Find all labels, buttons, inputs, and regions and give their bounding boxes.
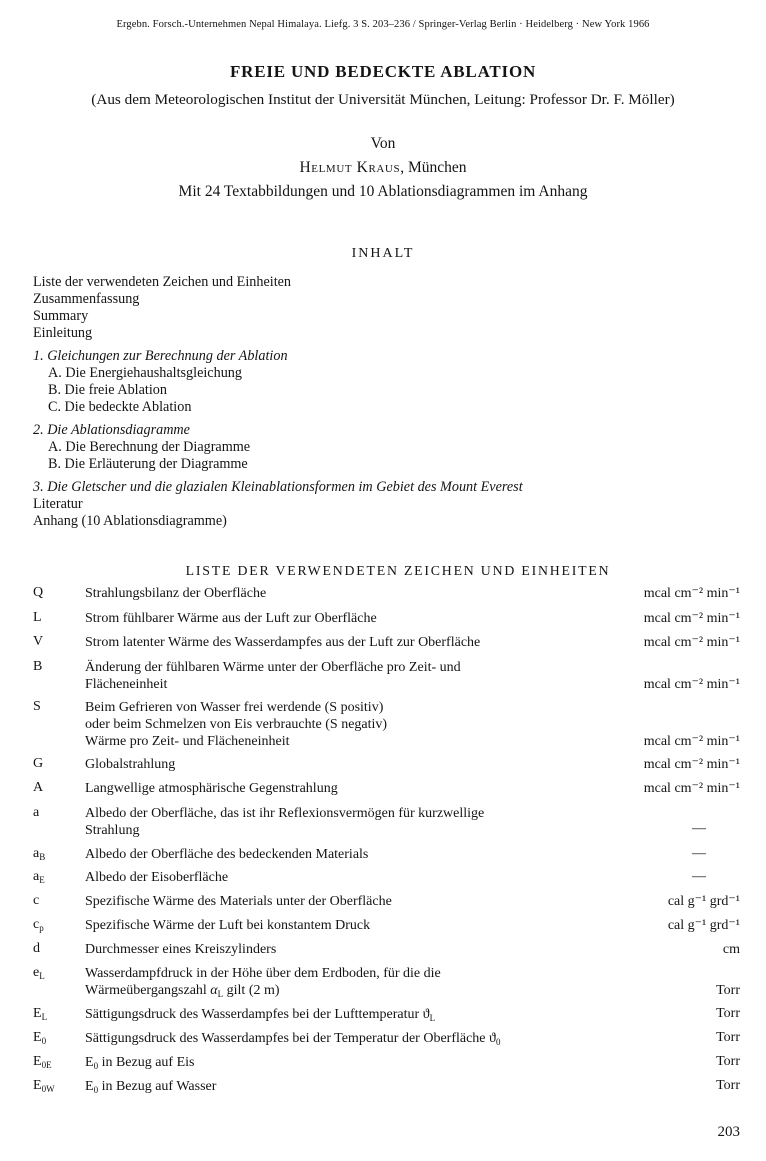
symbol-unit: mcal cm⁻² min⁻¹: [643, 611, 740, 626]
toc-item: B. Die Erläuterung der Diagramme: [48, 456, 248, 472]
author-name: Helmut Kraus: [299, 159, 401, 176]
article-title: FREIE UND BEDECKTE ABLATION: [229, 62, 537, 81]
symbol: V: [33, 634, 44, 649]
symbol-unit: mcal cm⁻² min⁻¹: [643, 757, 740, 772]
description-line: Flächeneinheit: [85, 677, 168, 692]
symbol-description: Strahlungsbilanz der Oberfläche: [85, 586, 267, 601]
toc-item: B. Die freie Ablation: [48, 382, 167, 398]
symbol: $E_L$: [33, 1006, 48, 1022]
symbol-unit: Torr: [716, 1078, 740, 1093]
symbol: a: [33, 805, 40, 820]
symbol-unit: mcal cm⁻² min⁻¹: [643, 586, 740, 601]
symbol: $E_{0W}$: [33, 1078, 55, 1094]
figures-note: Mit 24 Textabbildungen und 10 Ablationsdiagrammen im Anhang: [178, 183, 588, 200]
toc-item: Einleitung: [33, 325, 93, 341]
symbol: L: [33, 610, 42, 625]
symbol-description: Strom fühlbarer Wärme aus der Luft zur Oberfläche: [85, 611, 377, 626]
description-line: Wärme pro Zeit- und Flächeneinheit: [85, 734, 290, 749]
symbol: d: [33, 941, 40, 956]
symbol: G: [33, 756, 44, 771]
symbol-description: Albedo der Eisoberfläche: [85, 870, 229, 885]
symbol: $E_{0E}$: [33, 1054, 52, 1070]
toc-item: A. Die Energiehaushaltsgleichung: [48, 365, 242, 381]
symbol-description: $E_0$ in Bezug auf Eis: [85, 1055, 195, 1071]
symbol-unit: Torr: [716, 1030, 740, 1045]
symbol-description: [85, 805, 615, 839]
running-header: Ergebn. Forsch.-Unternehmen Nepal Himalaya. Liefg. 3 S. 203–236 / Springer-Verlag Berlin · Heidelberg · New York 1966: [116, 19, 650, 30]
description-line: Beim Gefrieren von Wasser frei werdende (S positiv): [85, 700, 384, 715]
page-number: 203: [717, 1124, 740, 1140]
symbol-unit: cal g⁻¹ grd⁻¹: [667, 918, 740, 933]
description-line: Änderung der fühlbaren Wärme unter der Oberfläche pro Zeit- und: [85, 660, 461, 675]
symbol-unit: —: [692, 869, 706, 884]
symbol-description: Sättigungsdruck des Wasserdampfes bei der Temperatur der Oberfläche $ϑ_0$: [85, 1031, 501, 1047]
symbol: Q: [33, 585, 44, 600]
symbol-description: [85, 965, 615, 999]
symbol-description: Globalstrahlung: [85, 757, 176, 772]
toc-item: Anhang (10 Ablationsdiagramme): [33, 513, 227, 529]
symbol: B: [33, 659, 43, 674]
description-line: oder beim Schmelzen von Eis verbrauchte (S negativ): [85, 717, 388, 732]
symbol-unit: —: [692, 821, 706, 836]
symbol-unit: mcal cm⁻² min⁻¹: [643, 734, 740, 749]
symbol-unit: Torr: [716, 983, 740, 998]
symbol-description: Langwellige atmosphärische Gegenstrahlung: [85, 781, 338, 796]
author-city: , München: [400, 159, 467, 176]
symbol: c: [33, 893, 40, 908]
article-affiliation: (Aus dem Meteorologischen Institut der Universität München, Leitung: Professor Dr. F. Möller): [91, 91, 675, 108]
symbol-description: [85, 659, 615, 693]
symbol-unit: Torr: [716, 1006, 740, 1021]
symbol-unit: mcal cm⁻² min⁻¹: [643, 635, 740, 650]
symbol: $a_E$: [33, 869, 45, 885]
symbol-unit: mcal cm⁻² min⁻¹: [643, 781, 740, 796]
description-line: Albedo der Oberfläche, das ist ihr Reflexionsvermögen für kurzwellige: [85, 806, 485, 821]
symbol-description: Spezifische Wärme des Materials unter der Oberfläche: [85, 894, 392, 909]
symbol-description: $E_0$ in Bezug auf Wasser: [85, 1079, 217, 1095]
symbol: $c_p$: [33, 917, 44, 933]
symbol-description: Spezifische Wärme der Luft bei konstantem Druck: [85, 918, 371, 933]
symbol-unit: cm: [722, 942, 740, 957]
contents-heading: INHALT: [351, 246, 415, 261]
description-line: Wärmeübergangszahl $\alpha_L$ gilt (2 m): [85, 983, 280, 999]
symbol: $E_0$: [33, 1030, 47, 1046]
symbol-unit: mcal cm⁻² min⁻¹: [643, 677, 740, 692]
toc-item: Summary: [33, 308, 89, 324]
byline-von: Von: [370, 135, 396, 152]
symbol-description: Strom latenter Wärme des Wasserdampfes aus der Luft zur Oberfläche: [85, 635, 481, 650]
symbol: S: [33, 699, 41, 714]
symbol: $e_L$: [33, 965, 45, 981]
symbol-description: Sättigungsdruck des Wasserdampfes bei der Lufttemperatur $ϑ_L$: [85, 1007, 436, 1023]
toc-item: Zusammenfassung: [33, 291, 140, 307]
toc-item: C. Die bedeckte Ablation: [48, 399, 192, 415]
symbol-unit: cal g⁻¹ grd⁻¹: [667, 894, 740, 909]
symbol: A: [33, 780, 44, 795]
toc-section-3: 3. Die Gletscher und die glazialen Kleinablationsformen im Gebiet des Mount Everest: [33, 479, 523, 495]
description-line: Strahlung: [85, 823, 140, 838]
symbol-unit: Torr: [716, 1054, 740, 1069]
symbol-description: Albedo der Oberfläche des bedeckenden Materials: [85, 847, 369, 862]
symbol: $a_B$: [33, 846, 46, 862]
symbol-unit: —: [692, 846, 706, 861]
symbol-description: [85, 699, 615, 750]
symbols-heading: LISTE DER VERWENDETEN ZEICHEN UND EINHEITEN: [185, 563, 611, 578]
toc-item: Literatur: [33, 496, 83, 512]
symbol-description: Durchmesser eines Kreiszylinders: [85, 942, 277, 957]
toc-item: A. Die Berechnung der Diagramme: [48, 439, 251, 455]
toc-section-1: 1. Gleichungen zur Berechnung der Ablation: [33, 348, 288, 364]
toc-item: Liste der verwendeten Zeichen und Einheiten: [33, 274, 292, 290]
toc-section-2: 2. Die Ablationsdiagramme: [33, 422, 190, 438]
description-line: Wasserdampfdruck in der Höhe über dem Erdboden, für die die: [85, 966, 441, 981]
